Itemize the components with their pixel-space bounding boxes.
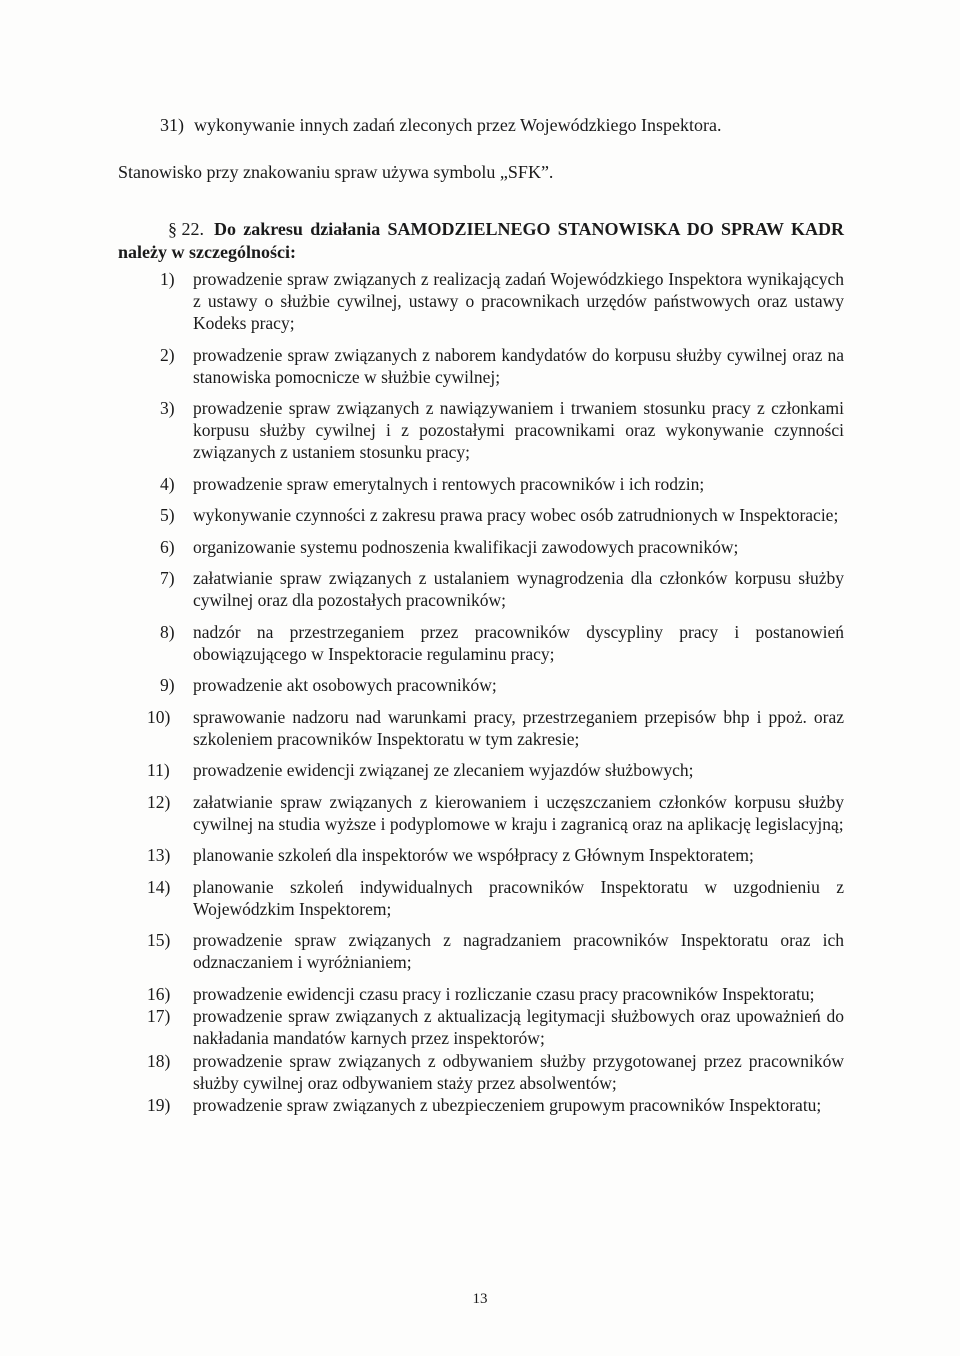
list-item-number: 4) <box>160 473 175 494</box>
list-item-number: 2) <box>160 344 175 365</box>
list-item-number: 13) <box>147 845 171 865</box>
list-item-text: prowadzenie spraw związanych z odbywaniem służby przygotowanej przez pracowników służby cywilnej oraz odbywaniem staży przez absolwentów; <box>193 1050 844 1093</box>
page-number: 13 <box>472 1291 488 1307</box>
list-item-number: 1) <box>160 269 175 289</box>
list-item-number: 17) <box>147 1006 171 1026</box>
list-item <box>160 536 844 558</box>
list-item-text: prowadzenie spraw związanych z realizacją zadań Wojewódzkiego Inspektora wynikających z ustawy o służbie cywilnej, ustawy o pracownikach urzędów państwowych oraz ustawy Kodeks pracy; <box>193 269 844 333</box>
list-item-number: 12) <box>147 791 171 812</box>
list-item <box>160 397 844 463</box>
list-item <box>147 876 844 920</box>
list-item <box>147 706 844 750</box>
list-item-text: wykonywanie czynności z zakresu prawa pracy wobec osób zatrudnionych w Inspektoracie; <box>193 505 839 525</box>
section-heading <box>118 218 844 264</box>
list-item <box>147 1005 844 1049</box>
list-item-text: prowadzenie spraw związanych z nawiązywaniem i trwaniem stosunku pracy z członkami korpusu służby cywilnej i z pozostałymi pracownikami oraz wykonywanie czynności związanych z ustaniem stosunku pracy; <box>193 398 844 462</box>
list-item-number: 5) <box>160 505 175 525</box>
list-item-text: organizowanie systemu podnoszenia kwalifikacji zawodowych pracowników; <box>193 536 739 557</box>
list-item-text: wykonywanie innych zadań zleconych przez Wojewódzkiego Inspektora. <box>194 115 722 135</box>
list-item-number: 11) <box>147 760 170 780</box>
list-item-number: 9) <box>160 675 175 695</box>
list-item-number: 16) <box>147 983 171 1004</box>
list-item-text: załatwianie spraw związanych z ustalaniem wynagrodzenia dla członków korpusu służby cywilnej oraz dla pozostałych pracowników; <box>193 568 844 610</box>
list-item-text: załatwianie spraw związanych z kierowaniem i uczęszczaniem członków korpusu służby cywilnej na studia wyższe i podyplomowe w kraju i zagranicą oraz na aplikację legislacyjną; <box>193 791 844 834</box>
list-item-number: 7) <box>160 568 175 588</box>
list-item <box>147 791 844 835</box>
list-item-text: prowadzenie spraw związanych z aktualizacją legitymacji służbowych oraz upoważnień do nakładania mandatów karnych przez inspektorów; <box>193 1006 844 1048</box>
list-item-text: prowadzenie spraw związanych z nagradzaniem pracowników Inspektoratu oraz ich odznaczaniem i wyróżnianiem; <box>193 930 844 972</box>
list-item <box>160 621 844 665</box>
list-item-text: planowanie szkoleń indywidualnych pracowników Inspektoratu w uzgodnieniu z Wojewódzkim Inspektorem; <box>193 876 844 919</box>
list-item-text: prowadzenie akt osobowych pracowników; <box>193 675 497 695</box>
list-item-31 <box>160 113 722 137</box>
list-item-number: 8) <box>160 621 175 642</box>
list-item-text: prowadzenie ewidencji czasu pracy i rozliczanie czasu pracy pracowników Inspektoratu; <box>193 983 815 1004</box>
list-item-number: 3) <box>160 398 175 418</box>
list-item-text: prowadzenie spraw emerytalnych i rentowych pracowników i ich rodzin; <box>193 473 705 494</box>
list-item-number: 18) <box>147 1050 171 1071</box>
list-item <box>147 844 844 866</box>
list-item <box>160 504 844 526</box>
list-item <box>160 674 844 696</box>
duties-list <box>147 268 844 1117</box>
list-item <box>147 1094 844 1116</box>
list-item-number: 31) <box>160 115 184 135</box>
section-title: Do zakresu działania SAMODZIELNEGO STANOWISKA DO SPRAW KADR należy w szczególności: <box>118 219 844 262</box>
list-item-number: 10) <box>147 706 171 727</box>
list-item-text: prowadzenie spraw związanych z ubezpieczeniem grupowym pracowników Inspektoratu; <box>193 1095 822 1115</box>
list-item <box>160 268 844 334</box>
list-item <box>160 473 844 495</box>
list-item-text: nadzór na przestrzeganiem przez pracowników dyscypliny pracy i postanowień obowiązującego w Inspektoracie regulaminu pracy; <box>193 621 844 664</box>
list-item <box>147 929 844 973</box>
list-item-text: sprawowanie nadzoru nad warunkami pracy, przestrzeganiem przepisów bhp i ppoż. oraz szkoleniem pracowników Inspektoratu w tym zakresie; <box>193 706 844 749</box>
list-item-text: planowanie szkoleń dla inspektorów we współpracy z Głównym Inspektoratem; <box>193 845 754 865</box>
list-item-number: 6) <box>160 536 175 557</box>
list-item <box>160 344 844 388</box>
section-symbol: § 22. <box>168 219 204 239</box>
list-item-text: prowadzenie spraw związanych z naborem kandydatów do korpusu służby cywilnej oraz na stanowiska pomocnicze w służbie cywilnej; <box>193 344 844 387</box>
list-item-number: 15) <box>147 930 171 950</box>
list-item-text: prowadzenie ewidencji związanej ze zlecaniem wyjazdów służbowych; <box>193 760 694 780</box>
list-item-number: 14) <box>147 876 171 897</box>
list-item <box>160 567 844 611</box>
list-item <box>147 759 844 781</box>
list-item <box>147 1050 844 1094</box>
list-item-number: 19) <box>147 1095 171 1115</box>
symbol-statement: Stanowisko przy znakowaniu spraw używa symbolu „SFK”. <box>118 162 554 182</box>
list-item <box>147 983 844 1005</box>
